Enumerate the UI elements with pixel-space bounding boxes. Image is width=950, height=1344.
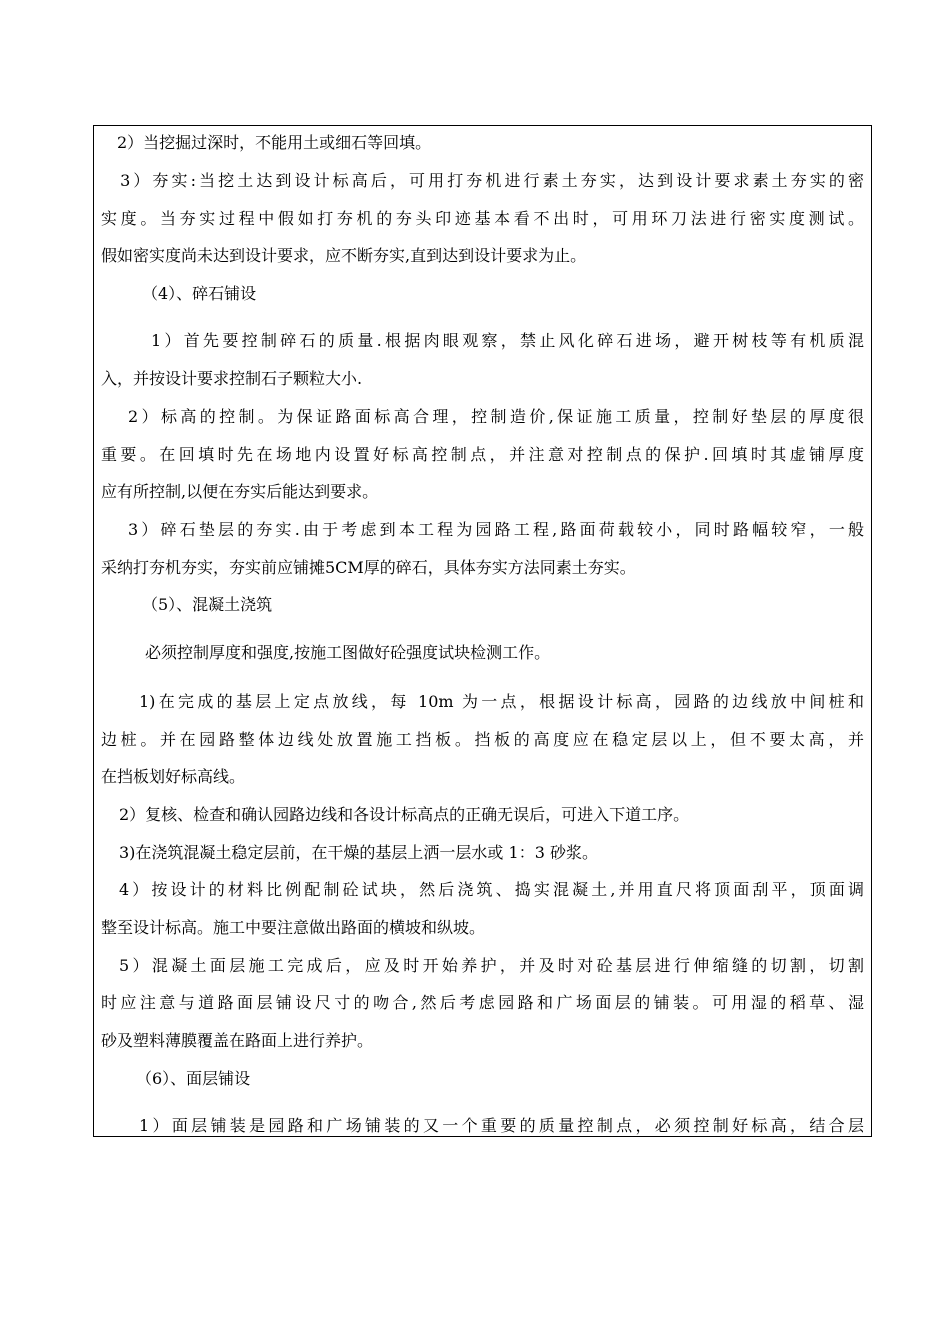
section-heading: （4）、碎石铺设	[142, 284, 257, 303]
paragraph-line: 4）按设计的材料比例配制砼试块，然后浇筑、捣实混凝土,并用直尺将顶面刮平，顶面调	[119, 880, 864, 899]
paragraph-line: 在挡板划好标高线。	[101, 767, 246, 786]
paragraph-line: 重要。在回填时先在场地内设置好标高控制点，并注意对控制点的保护.回填时其虚铺厚度	[101, 445, 864, 464]
paragraph-line: 5）混凝土面层施工完成后，应及时开始养护，并及时对砼基层进行伸缩缝的切割，切割	[119, 956, 864, 975]
paragraph-line: 3）碎石垫层的夯实.由于考虑到本工程为园路工程,路面荷载较小，同时路幅较窄，一般	[128, 520, 864, 539]
paragraph-line: 采纳打夯机夯实，夯实前应铺摊5CM厚的碎石，具体夯实方法同素土夯实。	[101, 558, 636, 577]
paragraph-line: 必须控制厚度和强度,按施工图做好砼强度试块检测工作。	[145, 643, 551, 662]
paragraph-line: 实度。当夯实过程中假如打夯机的夯头印迹基本看不出时，可用环刀法进行密实度测试。	[101, 209, 864, 228]
paragraph-line: 假如密实度尚未达到设计要求，应不断夯实,直到达到设计要求为止。	[101, 246, 587, 265]
paragraph-line: 1）首先要控制碎石的质量.根据肉眼观察，禁止风化碎石进场，避开树枝等有机质混	[151, 331, 864, 350]
paragraph-line: 入，并按设计要求控制石子颗粒大小.	[101, 369, 363, 388]
section-heading: （6）、面层铺设	[136, 1069, 251, 1088]
paragraph-line: 时应注意与道路面层铺设尺寸的吻合,然后考虑园路和广场面层的铺装。可用湿的稻草、湿	[101, 993, 864, 1012]
paragraph-line: 2）标高的控制。为保证路面标高合理，控制造价,保证施工质量，控制好垫层的厚度很	[128, 407, 864, 426]
paragraph-line: 2）当挖掘过深时，不能用土或细石等回填。	[101, 133, 432, 152]
content-table-cell	[93, 125, 872, 1137]
paragraph-line: 2）复核、检查和确认园路边线和各设计标高点的正确无误后，可进入下道工序。	[119, 805, 690, 824]
paragraph-line: 1)在完成的基层上定点放线，每 10m 为一点，根据设计标高，园路的边线放中间桩和	[139, 692, 864, 711]
paragraph-line: 砂及塑料薄膜覆盖在路面上进行养护。	[101, 1031, 374, 1050]
paragraph-line: 整至设计标高。施工中要注意做出路面的横坡和纵坡。	[101, 918, 486, 937]
paragraph-line: 3）夯实:当挖土达到设计标高后，可用打夯机进行素土夯实，达到设计要求素土夯实的密	[101, 171, 864, 190]
section-heading: （5）、混凝土浇筑	[142, 595, 273, 614]
paragraph-line: 应有所控制,以便在夯实后能达到要求。	[101, 482, 379, 501]
paragraph-line: 1）面层铺装是园路和广场铺装的又一个重要的质量控制点，必须控制好标高，结合层	[139, 1116, 864, 1135]
paragraph-line: 3)在浇筑混凝土稳定层前，在干燥的基层上洒一层水或 1：3 砂浆。	[119, 843, 598, 862]
paragraph-line: 边桩。并在园路整体边线处放置施工挡板。挡板的高度应在稳定层以上，但不要太高，并	[101, 730, 864, 749]
